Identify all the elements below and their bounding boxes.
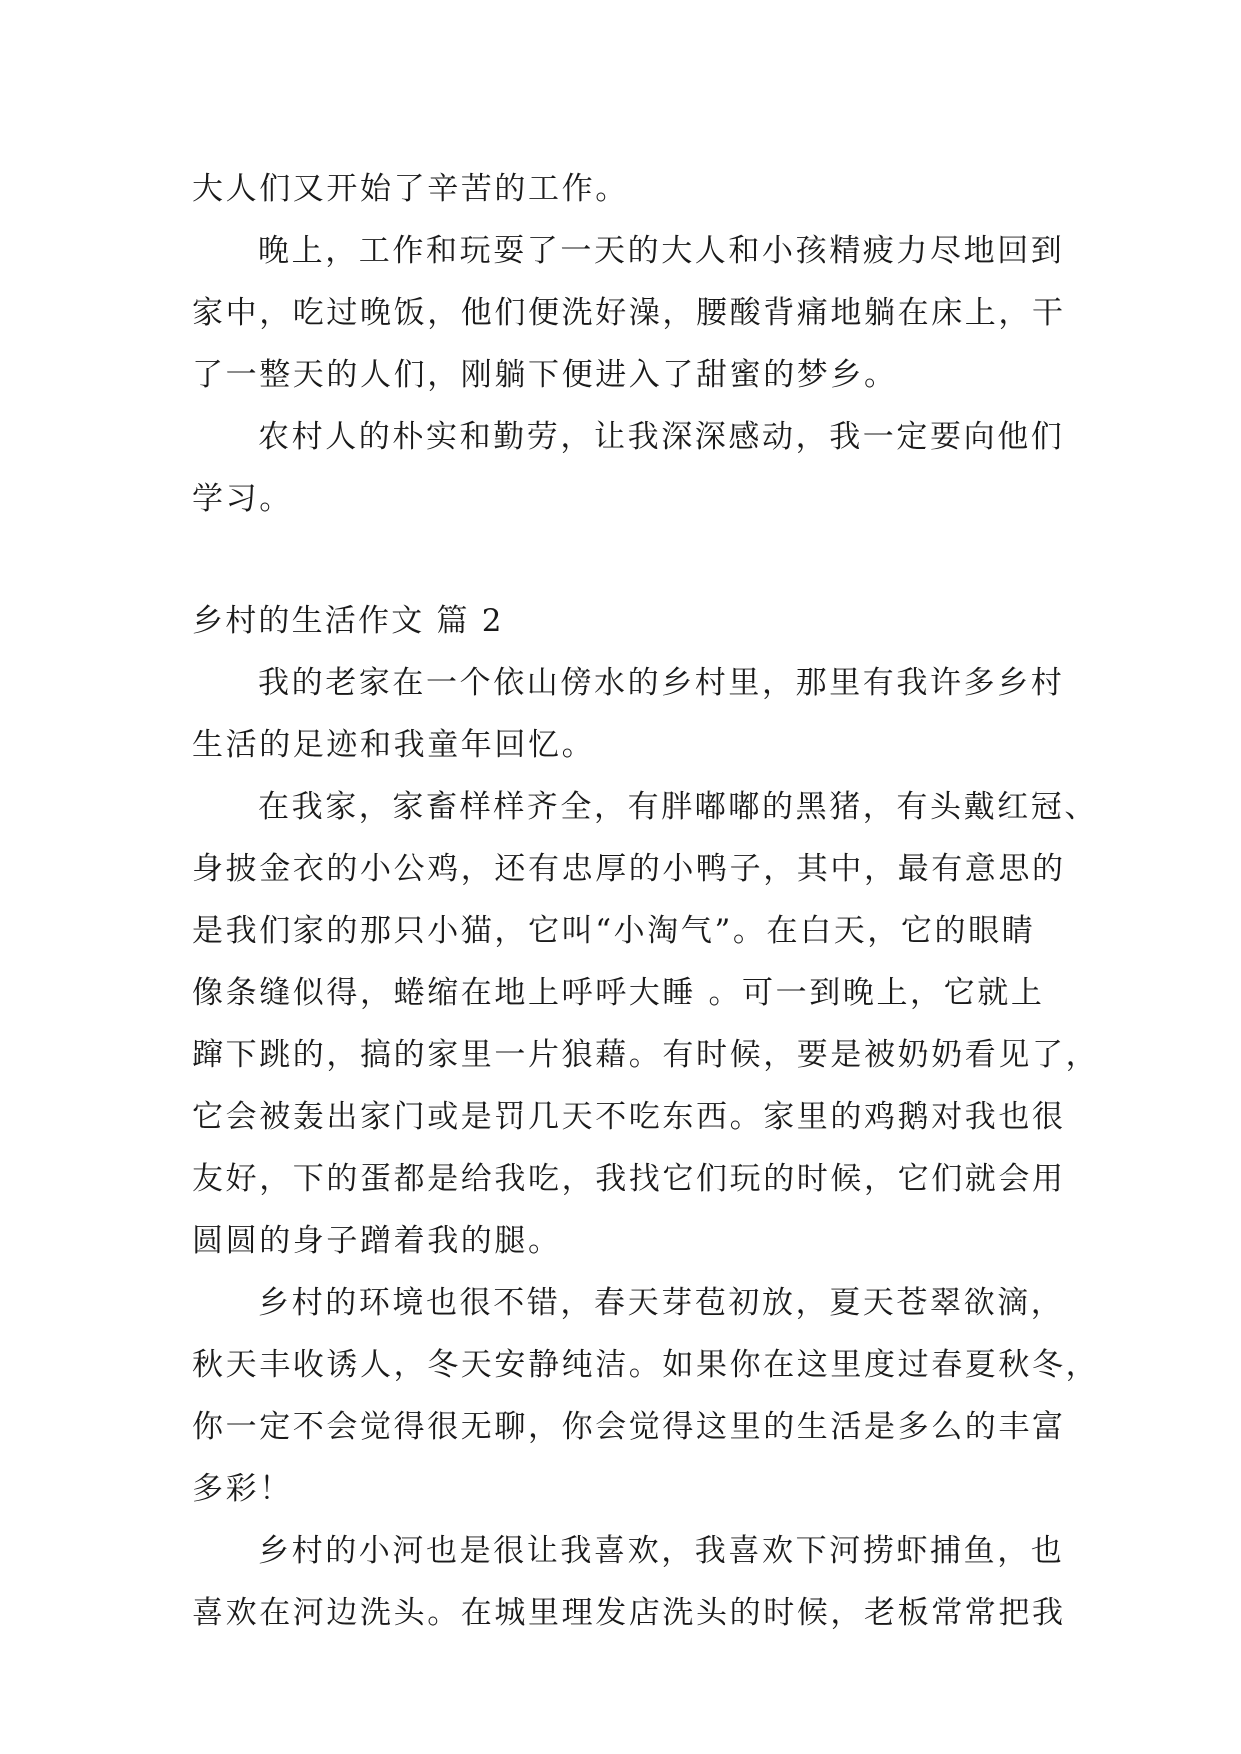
paragraph-line: 生活的足迹和我童年回忆。 [192, 727, 596, 763]
paragraph-line: 它会被轰出家门或是罚几天不吃东西。家里的鸡鹅对我也很 [192, 1099, 1066, 1135]
paragraph-line: 了一整天的人们，刚躺下便进入了甜蜜的梦乡。 [192, 357, 898, 393]
paragraph-line: 友好，下的蛋都是给我吃，我找它们玩的时候，它们就会用 [192, 1161, 1066, 1197]
section-title: 乡村的生活作文 篇 2 [192, 603, 504, 639]
document-page [192, 158, 1100, 1644]
paragraph-line: 我的老家在一个依山傍水的乡村里，那里有我许多乡村 [258, 665, 1065, 701]
paragraph-line: 喜欢在河边洗头。在城里理发店洗头的时候，老板常常把我 [192, 1595, 1066, 1631]
paragraph-line: 身披金衣的小公鸡，还有忠厚的小鸭子，其中，最有意思的 [192, 851, 1066, 887]
paragraph-line: 农村人的朴实和勤劳，让我深深感动，我一定要向他们 [258, 419, 1065, 455]
paragraph-line: 你一定不会觉得很无聊，你会觉得这里的生活是多么的丰富 [192, 1409, 1066, 1445]
paragraph-line: 是我们家的那只小猫，它叫“小淘气”。在白天，它的眼睛 [192, 913, 1036, 949]
section-gap [192, 530, 1050, 590]
paragraph-line: 蹿下跳的，搞的家里一片狼藉。有时候，要是被奶奶看见了， [192, 1037, 1100, 1073]
paragraph-line: 在我家，家畜样样齐全，有胖嘟嘟的黑猪，有头戴红冠、 [258, 789, 1098, 825]
paragraph-line: 家中，吃过晚饭，他们便洗好澡，腰酸背痛地躺在床上，干 [192, 295, 1066, 331]
paragraph-line: 秋天丰收诱人，冬天安静纯洁。如果你在这里度过春夏秋冬， [192, 1347, 1100, 1383]
paragraph-line: 圆圆的身子蹭着我的腿。 [192, 1223, 562, 1259]
paragraph-line: 像条缝似得，蜷缩在地上呼呼大睡 。可一到晚上，它就上 [192, 975, 1045, 1011]
paragraph-line: 学习。 [192, 481, 293, 517]
paragraph-line: 乡村的小河也是很让我喜欢，我喜欢下河捞虾捕鱼，也 [258, 1533, 1065, 1569]
paragraph-line: 多彩！ [192, 1471, 293, 1507]
paragraph-line: 晚上，工作和玩耍了一天的大人和小孩精疲力尽地回到 [258, 233, 1065, 269]
paragraph-line: 乡村的环境也很不错，春天芽苞初放，夏天苍翠欲滴， [258, 1285, 1065, 1321]
paragraph-line: 大人们又开始了辛苦的工作。 [192, 171, 629, 207]
